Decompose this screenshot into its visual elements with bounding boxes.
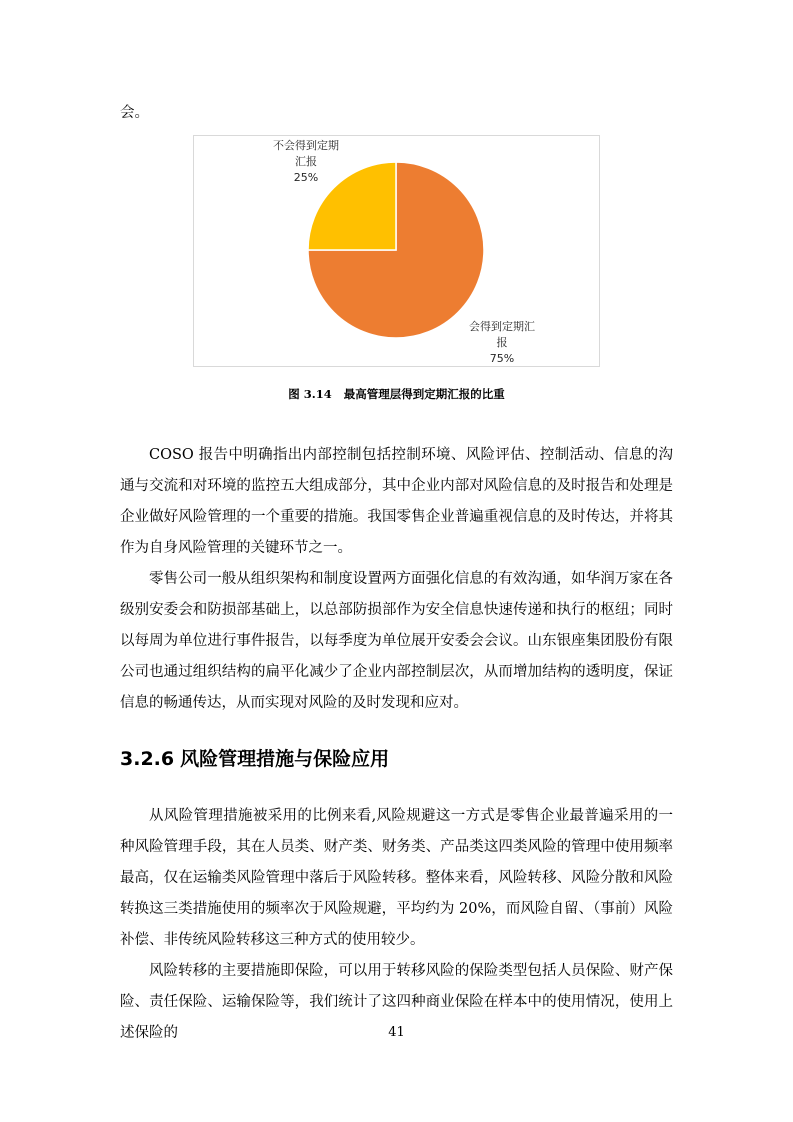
section-number: 3.2.6 <box>120 748 175 770</box>
paragraph-risk-measures: 从风险管理措施被采用的比例来看,风险规避这一方式是零售企业最普遍采用的一种风险管理手段，其在人员类、财产类、财务类、产品类这四类风险的管理中使用频率最高，仅在运输类风险管理中落后于风险转移。整体来看，风险转移、风险分散和风险转换这三类措施使用的频率次于风险规避，平均约为 20%，而风险自留、（事前）风险补偿、非传统风险转移这三种方式的使用较少。 <box>120 808 673 948</box>
continuation-text: 会。 <box>120 105 149 121</box>
paragraph-retail-communication: 零售公司一般从组织架构和制度设置两方面强化信息的有效沟通，如华润万家在各级别安委会和防损部基础上，以总部防损部作为安全信息快速传递和执行的枢纽；同时以每周为单位进行事件报告，以每季度为单位展开安委会会议。山东银座集团股份有限公司也通过组织结构的扁平化减少了企业内部控制层次，从而增加结构的透明度，保证信息的畅通传达，从而实现对风险的及时发现和应对。 <box>120 571 673 711</box>
figure-title: 最高管理层得到定期汇报的比重 <box>343 387 505 401</box>
page-number: 41 <box>388 1025 405 1040</box>
paragraph-coso: COSO 报告中明确指出内部控制包括控制环境、风险评估、控制活动、信息的沟通与交流和对环境的监控五大组成部分，其中企业内部对风险信息的及时报告和处理是企业做好风险管理的一个重要的措施。我国零售企业普遍重视信息的及时传达，并将其作为自身风险管理的关键环节之一。 <box>120 447 673 556</box>
paragraph-insurance: 风险转移的主要措施即保险，可以用于转移风险的保险类型包括人员保险、财产保险、责任保险、运输保险等，我们统计了这四种商业保险在样本中的使用情况，使用上述保险的 <box>120 963 673 1041</box>
pie-label-reported-value: 75% <box>489 352 515 365</box>
section-title: 风险管理措施与保险应用 <box>180 748 390 770</box>
pie-label-not-reported-line1: 不会得到定期 <box>273 139 339 152</box>
figure-number: 图 3.14 <box>288 387 332 401</box>
pie-chart <box>193 135 600 367</box>
pie-label-not-reported <box>246 138 366 186</box>
figure-caption <box>0 386 793 402</box>
pie-label-reported <box>457 319 547 367</box>
pie-label-reported-line1: 会得到定期汇 <box>469 320 535 333</box>
pie-label-not-reported-line2: 汇报 <box>295 155 317 168</box>
pie-label-not-reported-value: 25% <box>293 171 319 184</box>
section-heading <box>120 744 389 771</box>
pie-label-reported-line2: 报 <box>496 336 508 349</box>
